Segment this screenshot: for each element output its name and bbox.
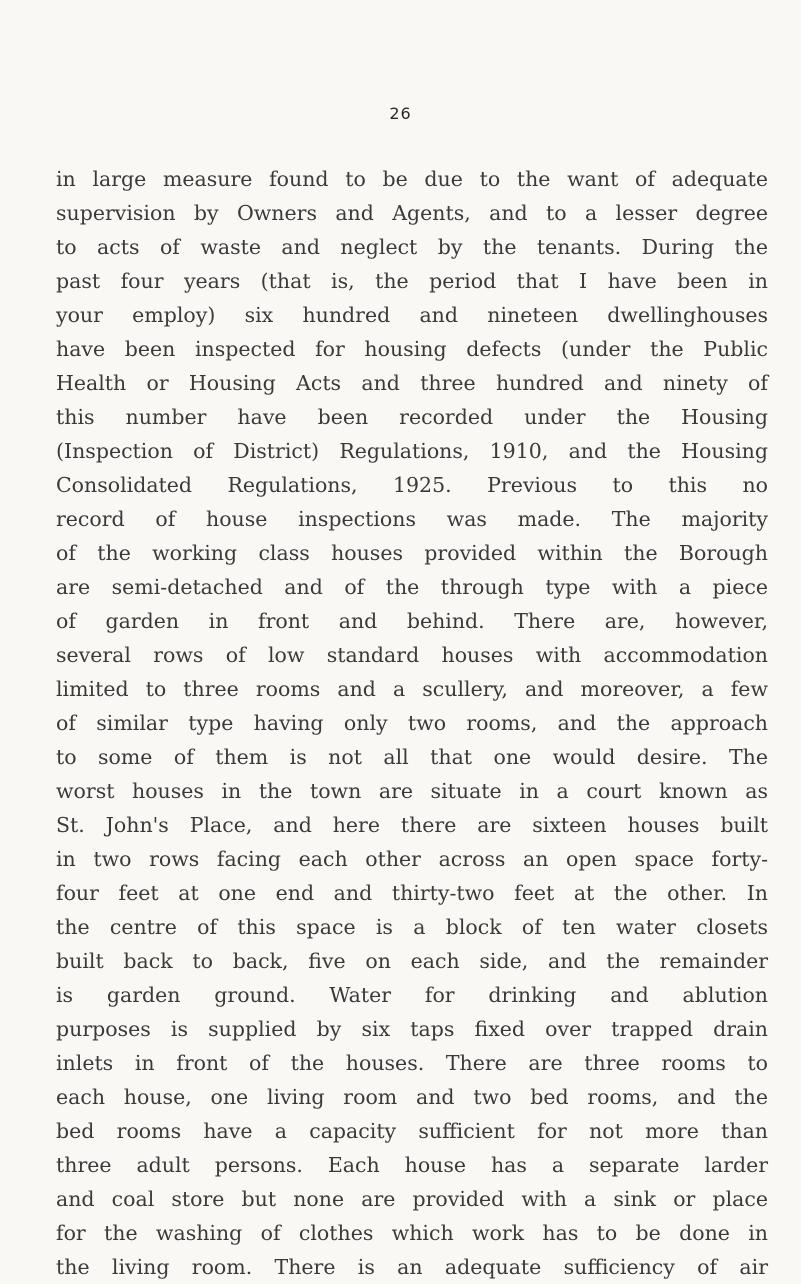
text-line: each house, one living room and two bed rooms, and the <box>56 1085 768 1109</box>
text-line: past four years (that is, the period that I have been in <box>56 269 768 293</box>
text-line: this number have been recorded under the Housing <box>56 405 768 429</box>
text-line: in large measure found to be due to the want of adequate <box>56 167 768 191</box>
body-paragraph <box>56 162 768 1284</box>
text-line: four feet at one end and thirty-two feet at the other. In <box>56 881 768 905</box>
page-number: 26 <box>389 104 412 123</box>
text-line: in two rows facing each other across an open space forty- <box>56 847 768 871</box>
text-line: is garden ground. Water for drinking and ablution <box>56 983 768 1007</box>
text-line: bed rooms have a capacity sufficient for not more than <box>56 1119 768 1143</box>
text-line: inlets in front of the houses. There are three rooms to <box>56 1051 768 1075</box>
text-line: of garden in front and behind. There are, however, <box>56 609 768 633</box>
text-line: built back to back, five on each side, and the remainder <box>56 949 768 973</box>
text-line: several rows of low standard houses with accommodation <box>56 643 768 667</box>
text-line: Consolidated Regulations, 1925. Previous to this no <box>56 473 768 497</box>
text-line: for the washing of clothes which work has to be done in <box>56 1221 768 1245</box>
text-line: have been inspected for housing defects (under the Public <box>56 337 768 361</box>
text-line: and coal store but none are provided with a sink or place <box>56 1187 768 1211</box>
text-line: to acts of waste and neglect by the tenants. During the <box>56 235 768 259</box>
text-line: St. John's Place, and here there are sixteen houses built <box>56 813 768 837</box>
text-line: of similar type having only two rooms, and the approach <box>56 711 768 735</box>
text-line: Health or Housing Acts and three hundred and ninety of <box>56 371 768 395</box>
text-line: limited to three rooms and a scullery, and moreover, a few <box>56 677 768 701</box>
text-line: the centre of this space is a block of ten water closets <box>56 915 768 939</box>
text-line: are semi-detached and of the through type with a piece <box>56 575 768 599</box>
text-line: record of house inspections was made. The majority <box>56 507 768 531</box>
text-line: purposes is supplied by six taps fixed over trapped drain <box>56 1017 768 1041</box>
text-line: of the working class houses provided within the Borough <box>56 541 768 565</box>
text-line: worst houses in the town are situate in a court known as <box>56 779 768 803</box>
text-line: to some of them is not all that one would desire. The <box>56 745 768 769</box>
text-line: supervision by Owners and Agents, and to a lesser degree <box>56 201 768 225</box>
text-line: three adult persons. Each house has a separate larder <box>56 1153 768 1177</box>
text-line: the living room. There is an adequate sufficiency of air <box>56 1255 768 1279</box>
text-line: your employ) six hundred and nineteen dwellinghouses <box>56 303 768 327</box>
text-line: (Inspection of District) Regulations, 1910, and the Housing <box>56 439 768 463</box>
